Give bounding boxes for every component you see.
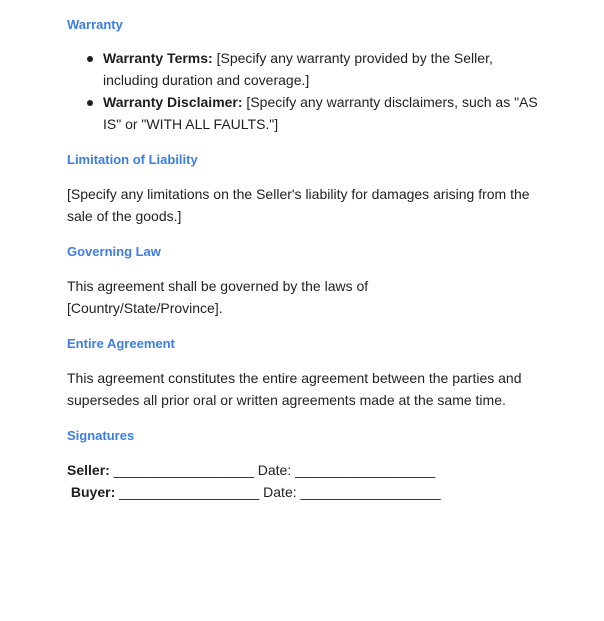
- bullet-icon: [87, 100, 93, 106]
- governing-law-heading: Governing Law: [67, 244, 161, 259]
- seller-signature-line: [67, 459, 537, 481]
- warranty-list: [67, 47, 547, 135]
- buyer-line: __________________ Date: __________________: [115, 484, 441, 500]
- warranty-terms-text: [Specify any warranty provided by the Seller, including duration and coverage.]: [103, 50, 493, 88]
- warranty-disclaimer-label: Warranty Disclaimer:: [103, 94, 243, 110]
- signatures-heading: Signatures: [67, 428, 135, 443]
- seller-line: __________________ Date: __________________: [109, 462, 436, 478]
- bullet-icon: [87, 56, 93, 62]
- warranty-terms-label: Warranty Terms:: [103, 50, 213, 66]
- list-item: [67, 47, 547, 91]
- warranty-disclaimer-text: [Specify any warranty disclaimers, such as "AS IS" or "WITH ALL FAULTS."]: [103, 94, 538, 132]
- entire-agreement-heading: Entire Agreement: [67, 336, 175, 351]
- liability-text: [Specify any limitations on the Seller's liability for damages arising from the sale of the goods.]: [67, 186, 530, 224]
- document-content: [67, 14, 537, 503]
- liability-heading: Limitation of Liability: [67, 152, 198, 167]
- warranty-heading: Warranty: [67, 17, 123, 32]
- seller-label: Seller:: [67, 462, 110, 478]
- buyer-label: Buyer:: [67, 484, 116, 500]
- governing-law-text: This agreement shall be governed by the laws of [Country/State/Province].: [67, 278, 369, 316]
- list-item: [67, 91, 547, 135]
- entire-agreement-text: This agreement constitutes the entire agreement between the parties and supersedes all prior oral or written agreements made at the same time.: [67, 370, 522, 408]
- buyer-signature-line: [67, 481, 537, 503]
